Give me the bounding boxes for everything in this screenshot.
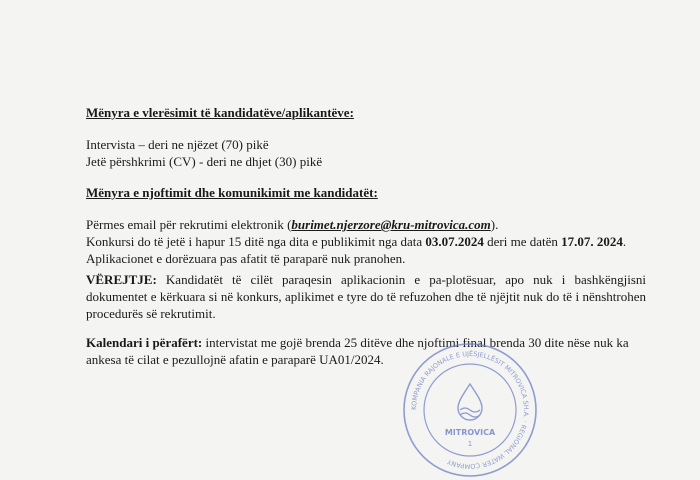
water-drop-icon xyxy=(458,384,482,420)
stamp-ring-text: KOMPANIA RAJONALE E UJËSJELLËSIT MITROVICA SH.A. · REGIONAL WATER COMPANY xyxy=(409,349,531,471)
stamp-number: 1 xyxy=(467,440,473,448)
calendar-text: intervistat me gojë brenda 25 ditëve dhe njoftimi final brenda 30 dite nëse nuk ka ankesa të cilat e pezullojnë afatin e paraparë UA01/2024. xyxy=(86,335,629,367)
email-suffix: ). xyxy=(490,217,499,232)
dates-text-c: . Aplikacionet e dorëzuara pas afatit të paraparë nuk pranohen. xyxy=(86,234,627,266)
date-from: 03.07.2024 xyxy=(425,234,484,249)
email-link[interactable]: burimet.njerzore@kru-mitrovica.com xyxy=(291,217,491,232)
calendar-label: Kalendari i përafërt: xyxy=(86,335,203,350)
remark-label: VËREJTJE: xyxy=(86,272,157,287)
evaluation-item-cv: Jetë përshkrimi (CV) - deri ne dhjet (30) pikë xyxy=(86,154,323,169)
email-prefix: Përmes email për rekrutimi elektronik ( xyxy=(86,217,292,232)
remark-text: Kandidatët të cilët paraqesin aplikacionin e pa-plotësuar, apo nuk i bashkëngjisni dokumentet e kërkuara si në konkurs, aplikimet e tyre do të refuzohen dhe të njëjtit nuk do të i nënshtrohen procedurës së rekrutimit. xyxy=(86,272,646,321)
notification-heading: Mënyra e njoftimit dhe komunikimit me kandidatët: xyxy=(86,185,378,200)
notification-email-line xyxy=(86,216,646,233)
remark-paragraph xyxy=(86,271,646,322)
date-to: 17.07. 2024 xyxy=(561,234,623,249)
dates-text-b: deri me datën xyxy=(483,234,562,249)
evaluation-heading: Mënyra e vlerësimit të kandidatëve/aplikantëve: xyxy=(86,105,354,120)
stamp-city: MITROVICA xyxy=(444,428,496,437)
evaluation-item-interview: Intervista – deri ne njëzet (70) pikë xyxy=(86,137,269,152)
calendar-paragraph xyxy=(86,334,646,368)
dates-text-a: Konkursi do të jetë i hapur 15 ditë nga dita e publikimit nga data xyxy=(86,234,426,249)
notification-dates-paragraph xyxy=(86,233,646,267)
company-stamp xyxy=(400,340,540,480)
